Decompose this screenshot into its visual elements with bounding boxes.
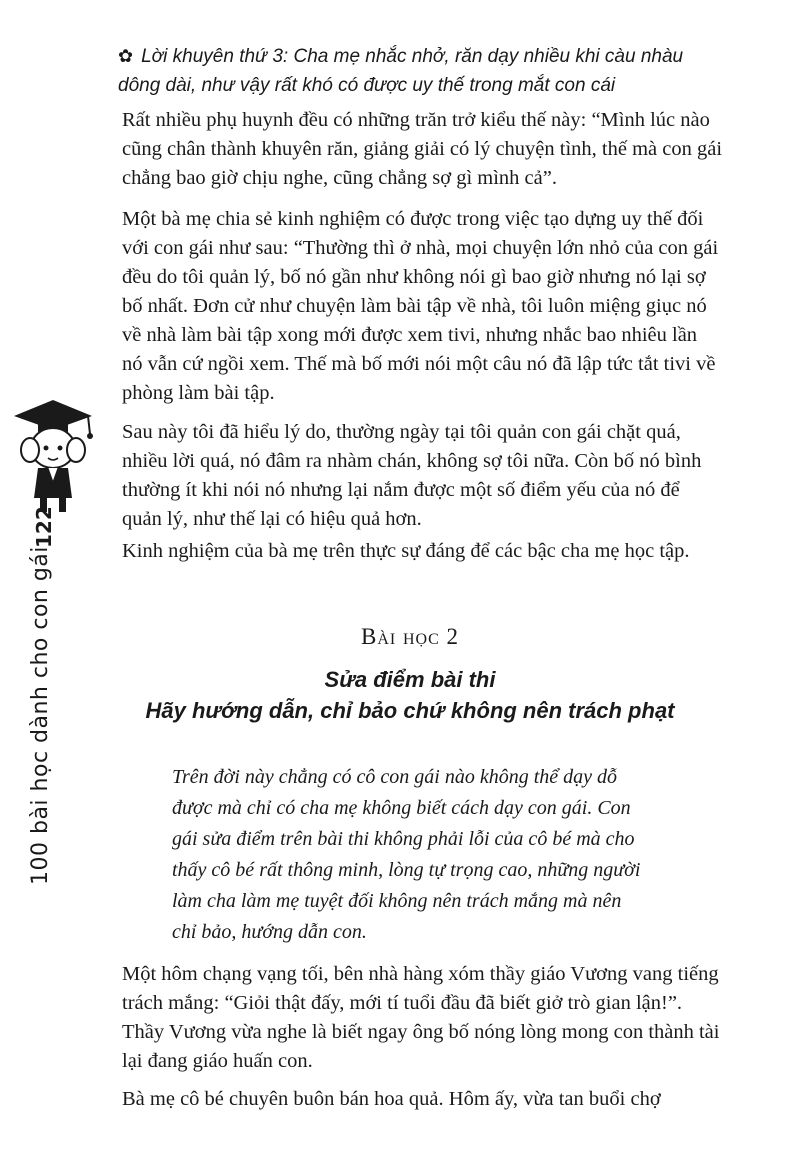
paragraph-5-text: Một hôm chạng vạng tối, bên nhà hàng xóm thầy giáo Vương vang tiếng trách mắng: “Giỏi thật đấy, mới tí tuổi đầu đã biết giở trò gian lận!”. [122, 963, 719, 1014]
lesson-number: Bài học 2 [360, 624, 459, 649]
paragraph-6 [122, 1018, 722, 1076]
paragraph-3 [122, 418, 722, 534]
book-title-vertical: 100 bài học dành cho con gái [28, 546, 53, 885]
paragraph-2-text: Một bà mẹ chia sẻ kinh nghiệm có được trong việc tạo dựng uy thế đối với con gái như sau: “Thường thì ở nhà, mọi chuyện lớn nhỏ của con gái đều do tôi quản lý, bố nó gần như không nói gì bao giờ nhưng nó lại sợ bố nhất. Đơn cử như chuyện làm bài tập về nhà, tôi luôn miệng giục nó về nhà làm bài tập xong mới được xem tivi, nhưng nhắc bao nhiêu lần nó vẫn cứ ngồi xem. Thế mà bố mới nói một câu nó đã lập tức tắt tivi về phòng làm bài tập. [122, 208, 719, 404]
paragraph-4 [122, 537, 722, 566]
lesson-title-line1: Sửa điểm bài thi [324, 667, 496, 692]
lesson-heading [100, 624, 720, 726]
paragraph-3-text: Sau này tôi đã hiểu lý do, thường ngày tại tôi quản con gái chặt quá, nhiều lời quá, nó đâm ra nhàm chán, không sợ tôi nữa. Còn bố nó bình thường ít khi nói nó nhưng lại nắm được một số điểm yếu của nó để quản lý, như thế lại có hiệu quả hơn. [122, 421, 702, 530]
paragraph-7 [122, 1085, 722, 1114]
graduate-girl-illustration [10, 398, 96, 518]
tip-heading [118, 42, 730, 100]
paragraph-4-text: Kinh nghiệm của bà mẹ trên thực sự đáng để các bậc cha mẹ học tập. [122, 540, 690, 562]
page-number: 122 [32, 506, 56, 548]
flower-icon: ✿ [118, 46, 134, 66]
lesson-title-line2: Hãy hướng dẫn, chỉ bảo chứ không nên trách phạt [145, 698, 675, 723]
paragraph-5 [122, 960, 722, 1018]
tip-text: Lời khuyên thứ 3: Cha mẹ nhắc nhở, răn dạy nhiều khi càu nhàu dông dài, như vậy rất khó có được uy thế trong mắt con cái [118, 46, 684, 96]
quote-text: Trên đời này chẳng có cô con gái nào không thể dạy dỗ được mà chỉ có cha mẹ không biết cách dạy con gái. Con gái sửa điểm trên bài thi không phải lỗi của cô bé mà cho thấy cô bé rất thông minh, lòng tự trọng cao, những người làm cha làm mẹ tuyệt đối không nên trách mắng mà nên chỉ bảo, hướng dẫn con. [172, 766, 641, 943]
paragraph-2 [122, 205, 722, 408]
paragraph-6-text: Thầy Vương vừa nghe là biết ngay ông bố nóng lòng mong con thành tài lại đang giáo huấn con. [122, 1021, 720, 1072]
paragraph-1-text: Rất nhiều phụ huynh đều có những trăn trở kiểu thế này: “Mình lúc nào cũng chân thành khuyên răn, giảng giải có lý chuyện tình, thế mà con gái chẳng bao giờ chịu nghe, cũng chẳng sợ gì mình cả”. [122, 109, 723, 189]
paragraph-7-text: Bà mẹ cô bé chuyên buôn bán hoa quả. Hôm ấy, vừa tan buổi chợ [122, 1088, 661, 1110]
lesson-quote [172, 762, 642, 948]
paragraph-1 [122, 106, 722, 193]
